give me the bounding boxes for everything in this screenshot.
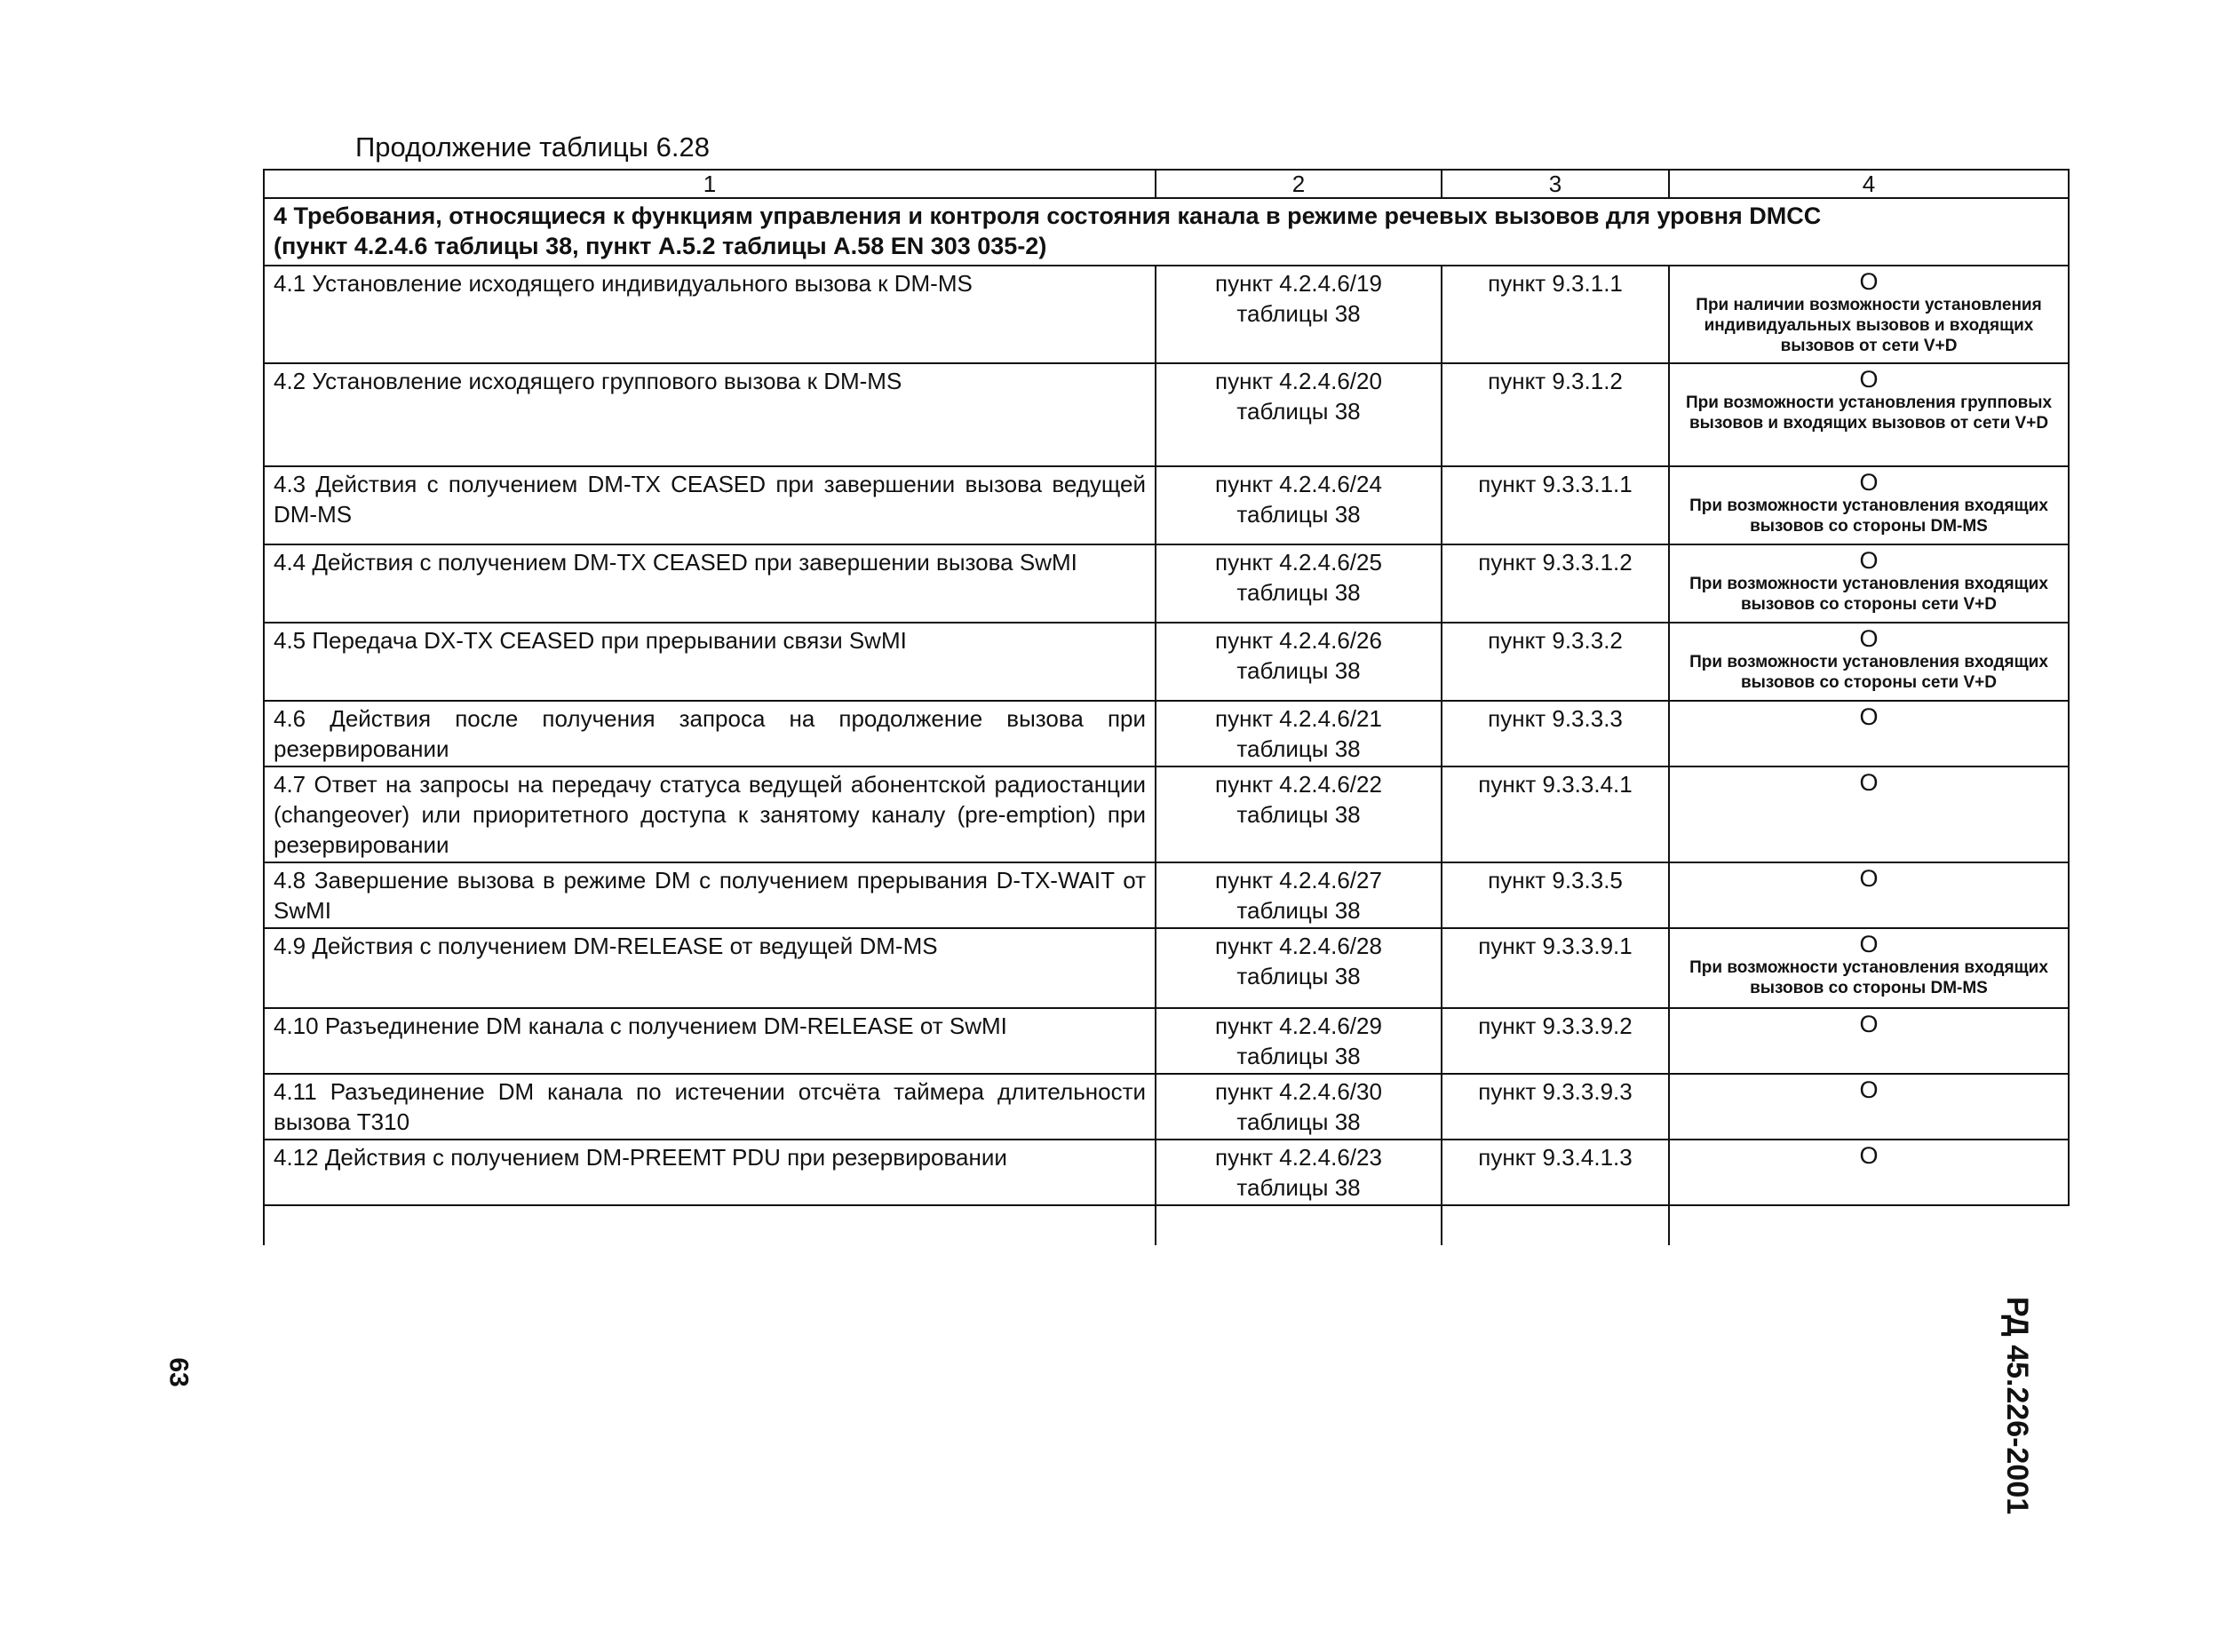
status-mark: O xyxy=(1859,769,1879,796)
column-number: 2 xyxy=(1156,170,1442,198)
requirement-text: 4.10 Разъединение DM канала с получением DM-RELEASE от SwMI xyxy=(274,1013,1007,1039)
clause-ref: пункт 4.2.4.6/26 xyxy=(1215,627,1382,654)
clause-ref: пункт 4.2.4.6/19 xyxy=(1215,270,1382,297)
requirement-cell xyxy=(264,363,1156,466)
test-clause-cell: пункт 9.3.3.9.3 xyxy=(1442,1074,1669,1140)
table-ref: таблицы 38 xyxy=(1236,501,1361,528)
requirement-cell xyxy=(264,928,1156,1008)
status-cell xyxy=(1669,466,2069,544)
requirement-cell xyxy=(264,1140,1156,1205)
table-row xyxy=(264,1074,2069,1140)
test-clause-cell: пункт 9.3.3.1.2 xyxy=(1442,544,1669,623)
requirement-text: 4.4 Действия с получением DM-TX CEASED при завершении вызова SwMI xyxy=(274,549,1077,576)
table-ref: таблицы 38 xyxy=(1236,897,1361,924)
standard-reference-cell xyxy=(1156,1074,1442,1140)
requirement-text: 4.2 Установление исходящего группового вызова к DM-MS xyxy=(274,368,902,394)
column-number-row xyxy=(264,170,2069,198)
standard-reference-cell xyxy=(1156,466,1442,544)
test-clause-cell: пункт 9.3.3.9.2 xyxy=(1442,1008,1669,1074)
test-clause-cell: пункт 9.3.1.1 xyxy=(1442,266,1669,363)
table-row xyxy=(264,363,2069,466)
status-mark: O xyxy=(1859,1076,1879,1103)
clause-ref: пункт 4.2.4.6/30 xyxy=(1215,1078,1382,1105)
test-clause-cell: пункт 9.3.4.1.3 xyxy=(1442,1140,1669,1205)
status-mark: O xyxy=(1859,547,1879,574)
requirement-text: 4.8 Завершение вызова в режиме DM с получением прерывания D-TX-WAIT от SwMI xyxy=(274,867,1146,924)
table-ref: таблицы 38 xyxy=(1236,579,1361,606)
test-clause-cell: пункт 9.3.3.1.1 xyxy=(1442,466,1669,544)
table-ref: таблицы 38 xyxy=(1236,300,1361,327)
requirement-cell xyxy=(264,1008,1156,1074)
table-row xyxy=(264,1008,2069,1074)
status-condition: При возможности установления групповых вызовов и входящих вызовов от сети V+D xyxy=(1685,393,2053,433)
status-mark: O xyxy=(1859,1011,1879,1037)
requirement-cell xyxy=(264,466,1156,544)
requirement-cell xyxy=(264,766,1156,862)
section-header-row xyxy=(264,198,2069,266)
test-clause-cell: пункт 9.3.3.9.1 xyxy=(1442,928,1669,1008)
test-clause-cell: пункт 9.3.3.2 xyxy=(1442,623,1669,701)
clause-ref: пункт 4.2.4.6/29 xyxy=(1215,1013,1382,1039)
table-row xyxy=(264,862,2069,928)
requirement-text: 4.7 Ответ на запросы на передачу статуса ведущей абонентской радиостанции (changeover) или приоритетного доступа к занятому каналу (pre-emption) при резервировании xyxy=(274,771,1146,858)
requirement-text: 4.11 Разъединение DM канала по истечении отсчёта таймера длительности вызова T310 xyxy=(274,1078,1146,1135)
standard-reference-cell xyxy=(1156,363,1442,466)
clause-ref: пункт 4.2.4.6/22 xyxy=(1215,771,1382,798)
status-cell xyxy=(1669,701,2069,766)
status-condition: При возможности установления входящих вызовов со стороны DM-MS xyxy=(1689,496,2048,536)
standard-reference-cell xyxy=(1156,1008,1442,1074)
table-row xyxy=(264,544,2069,623)
requirement-text: 4.9 Действия с получением DM-RELEASE от ведущей DM-MS xyxy=(274,933,938,959)
requirement-cell xyxy=(264,862,1156,928)
test-clause-cell: пункт 9.3.3.3 xyxy=(1442,701,1669,766)
standard-reference-cell xyxy=(1156,544,1442,623)
status-cell xyxy=(1669,1140,2069,1205)
clause-ref: пункт 4.2.4.6/24 xyxy=(1215,471,1382,497)
status-mark: O xyxy=(1859,268,1879,295)
requirements-table xyxy=(263,169,2070,1245)
status-condition: При возможности установления входящих вызовов со стороны DM-MS xyxy=(1689,958,2048,997)
clause-ref: пункт 4.2.4.6/27 xyxy=(1215,867,1382,894)
section-reference: (пункт 4.2.4.6 таблицы 38, пункт А.5.2 таблицы А.58 EN 303 035-2) xyxy=(274,233,1047,259)
status-mark: O xyxy=(1859,1142,1879,1169)
status-mark: O xyxy=(1859,865,1879,892)
clause-ref: пункт 4.2.4.6/21 xyxy=(1215,705,1382,732)
requirement-text: 4.1 Установление исходящего индивидуального вызова к DM-MS xyxy=(274,270,973,297)
standard-reference-cell xyxy=(1156,928,1442,1008)
status-cell xyxy=(1669,266,2069,363)
status-condition: При возможности установления входящих вызовов со стороны сети V+D xyxy=(1689,653,2048,692)
clause-ref: пункт 4.2.4.6/23 xyxy=(1215,1144,1382,1171)
test-clause-cell: пункт 9.3.1.2 xyxy=(1442,363,1669,466)
standard-reference-cell xyxy=(1156,623,1442,701)
status-mark: O xyxy=(1859,366,1879,393)
status-mark: O xyxy=(1859,625,1879,652)
column-number: 3 xyxy=(1442,170,1669,198)
table-ref: таблицы 38 xyxy=(1236,735,1361,762)
section-title: 4 Требования, относящиеся к функциям управления и контроля состояния канала в режиме речевых вызовов для уровня DMCC xyxy=(274,203,1822,229)
table-ref: таблицы 38 xyxy=(1236,657,1361,684)
standard-reference-cell xyxy=(1156,701,1442,766)
table-row xyxy=(264,701,2069,766)
section-header xyxy=(264,198,2069,266)
status-cell xyxy=(1669,862,2069,928)
requirement-text: 4.3 Действия с получением DM-TX CEASED при завершении вызова ведущей DM-MS xyxy=(274,471,1146,528)
requirement-cell xyxy=(264,1074,1156,1140)
standard-reference-cell xyxy=(1156,266,1442,363)
requirement-cell xyxy=(264,266,1156,363)
requirement-cell xyxy=(264,701,1156,766)
table-continuation xyxy=(264,1205,2069,1245)
standard-reference-cell xyxy=(1156,1140,1442,1205)
status-mark: O xyxy=(1859,703,1879,730)
standard-reference-cell xyxy=(1156,766,1442,862)
status-condition: При наличии возможности установления индивидуальных вызовов и входящих вызовов от сети V+D xyxy=(1696,296,2042,355)
table-row xyxy=(264,928,2069,1008)
status-cell xyxy=(1669,544,2069,623)
clause-ref: пункт 4.2.4.6/25 xyxy=(1215,549,1382,576)
table-row xyxy=(264,1140,2069,1205)
column-number: 4 xyxy=(1669,170,2069,198)
requirement-text: 4.12 Действия с получением DM-PREEMT PDU при резервировании xyxy=(274,1144,1007,1171)
status-cell xyxy=(1669,1008,2069,1074)
table-ref: таблицы 38 xyxy=(1236,1174,1361,1201)
status-mark: O xyxy=(1859,469,1879,496)
table-ref: таблицы 38 xyxy=(1236,963,1361,989)
table-ref: таблицы 38 xyxy=(1236,801,1361,828)
clause-ref: пункт 4.2.4.6/20 xyxy=(1215,368,1382,394)
status-mark: O xyxy=(1859,931,1879,957)
status-cell xyxy=(1669,928,2069,1008)
test-clause-cell: пункт 9.3.3.5 xyxy=(1442,862,1669,928)
status-cell xyxy=(1669,623,2069,701)
status-cell xyxy=(1669,766,2069,862)
table-row xyxy=(264,466,2069,544)
table-ref: таблицы 38 xyxy=(1236,1108,1361,1135)
document-id: РД 45.226-2001 xyxy=(2000,1297,2034,1515)
status-cell xyxy=(1669,1074,2069,1140)
requirement-cell xyxy=(264,544,1156,623)
requirement-text: 4.5 Передача DX-TX CEASED при прерывании связи SwMI xyxy=(274,627,907,654)
table-ref: таблицы 38 xyxy=(1236,398,1361,425)
table-caption: Продолжение таблицы 6.28 xyxy=(355,131,710,163)
table-row xyxy=(264,266,2069,363)
requirement-text: 4.6 Действия после получения запроса на продолжение вызова при резервировании xyxy=(274,705,1146,762)
clause-ref: пункт 4.2.4.6/28 xyxy=(1215,933,1382,959)
test-clause-cell: пункт 9.3.3.4.1 xyxy=(1442,766,1669,862)
standard-reference-cell xyxy=(1156,862,1442,928)
requirement-cell xyxy=(264,623,1156,701)
table-ref: таблицы 38 xyxy=(1236,1043,1361,1069)
table-row xyxy=(264,766,2069,862)
status-condition: При возможности установления входящих вызовов со стороны сети V+D xyxy=(1689,575,2048,614)
table-row xyxy=(264,623,2069,701)
page-number: 63 xyxy=(163,1357,194,1387)
column-number: 1 xyxy=(264,170,1156,198)
status-cell xyxy=(1669,363,2069,466)
